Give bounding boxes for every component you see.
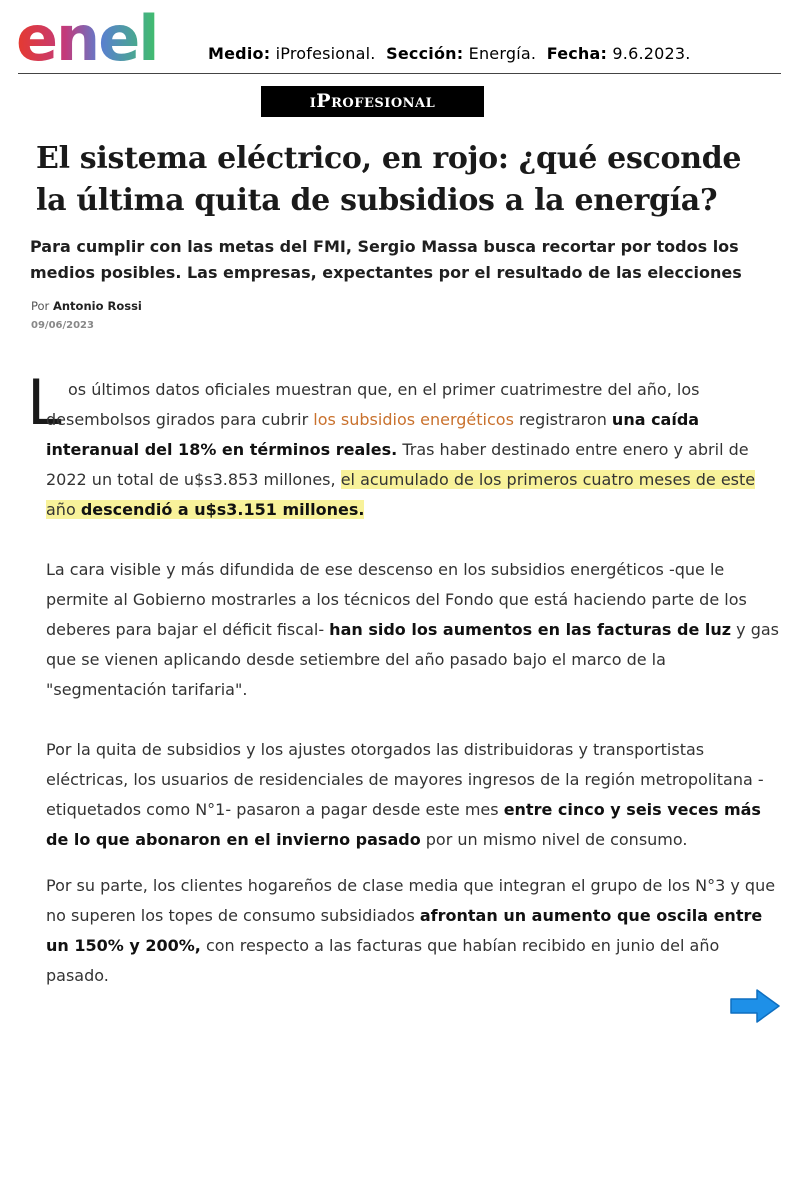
subsidios-link[interactable]: los subsidios energéticos (313, 410, 514, 429)
enel-logo (16, 6, 182, 66)
p4-bold-1: afrontan un aumento que oscila entre un 150% y 200%, (46, 906, 763, 955)
p4-text-1: Por su parte, los clientes hogareños de clase media que integran el grupo de los N°3 y que no superen los topes de consumo subsidiados (46, 876, 776, 925)
author-link[interactable]: Antonio Rossi (52, 299, 142, 313)
p2-text-2: y gas que se vienen aplicando desde setiembre del año pasado bajo el marco de la "segmentación tarifaria". (46, 620, 779, 699)
article-title: El sistema eléctrico, en rojo: ¿qué esconde la última quita de subsidios a la energía? (36, 141, 742, 218)
p2-bold-1: han sido los aumentos en las facturas de luz (329, 620, 732, 639)
p2-text-1: La cara visible y más difundida de ese descenso en los subsidios energéticos -que le permite al Gobierno mostrarles a los técnicos del Fondo que está haciendo parte de los deberes para bajar el déficit fiscal- (46, 560, 747, 639)
article-body (46, 375, 781, 1021)
paragraph-4 (46, 871, 781, 991)
fecha-value: 9.6.2023. (612, 44, 691, 63)
byline (31, 299, 142, 313)
fecha-label: Fecha: (546, 44, 608, 63)
article-date: 09/06/2023 (31, 320, 94, 331)
arrow-right-icon[interactable] (729, 988, 781, 1024)
svg-text:enel: enel (16, 6, 158, 66)
p1-text-2: registraron (513, 410, 612, 429)
p1-text-1: os últimos datos oficiales muestran que, en el primer cuatrimestre del año, los desembolsos girados para cubrir (46, 380, 700, 429)
drop-cap: L (27, 366, 62, 439)
p1-highlight-1: el acumulado de los primeros cuatro meses de este año (46, 470, 756, 519)
seccion-label: Sección: (386, 44, 464, 63)
p3-text-2: por un mismo nivel de consumo. (420, 830, 688, 849)
masthead-logo: iProfesional (261, 86, 484, 117)
p3-text-1: Por la quita de subsidios y los ajustes otorgados las distribuidoras y transportistas eléctricas, los usuarios de residenciales de mayores ingresos de la región metropolitana -etiquetados como N°1- pasaron a pagar desde este mes (46, 740, 764, 819)
clipping-meta (208, 44, 691, 63)
medio-label: Medio: (208, 44, 271, 63)
medio-value: iProfesional. (275, 44, 376, 63)
p1-bold-1: una caída interanual del 18% en términos reales. (46, 410, 700, 459)
p1-text-3: Tras haber destinado entre enero y abril de 2022 un total de u$s3.853 millones, (46, 440, 749, 489)
paragraph-1 (46, 375, 781, 525)
clipping-header (0, 0, 800, 80)
paragraph-2 (46, 555, 781, 705)
byline-prefix: Por (31, 299, 50, 313)
header-divider (18, 73, 781, 74)
article-subtitle: Para cumplir con las metas del FMI, Sergio Massa busca recortar por todos los medios posibles. Las empresas, expectantes por el resultado de las elecciones (30, 237, 742, 282)
p1-highlight-2: descendió a u$s3.151 millones. (80, 500, 365, 519)
seccion-value: Energía. (468, 44, 537, 63)
p4-text-2: con respecto a las facturas que habían recibido en junio del año pasado. (46, 936, 720, 985)
p3-bold-1: entre cinco y seis veces más de lo que abonaron en el invierno pasado (46, 800, 761, 849)
paragraph-3 (46, 735, 781, 855)
